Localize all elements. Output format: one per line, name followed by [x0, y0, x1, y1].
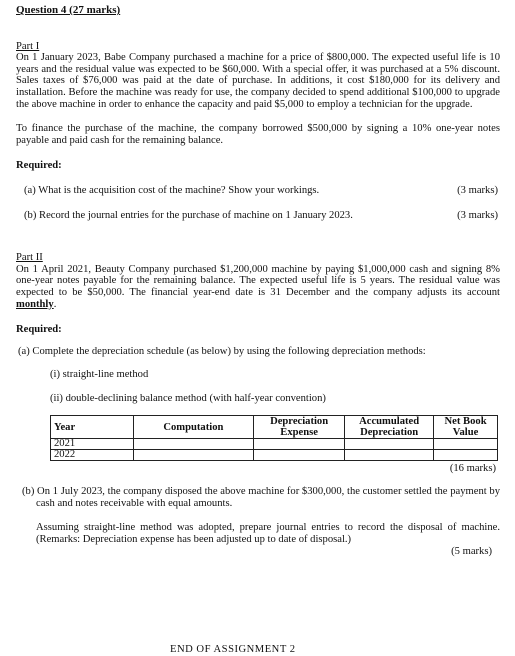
part1-question-a-text: (a) What is the acquisition cost of the machine? Show your workings. — [24, 184, 320, 196]
part2-heading: Part II — [16, 252, 43, 264]
header-depreciation-expense: Depreciation Expense — [254, 416, 345, 439]
monthly-emphasis: monthly — [16, 298, 54, 310]
end-of-assignment-footer: END OF ASSIGNMENT 2 — [170, 644, 296, 655]
depreciation-schedule-table — [50, 415, 498, 461]
part2-paragraph-1-end: . — [53, 298, 57, 310]
part1-required-label: Required: — [16, 160, 62, 172]
cell-accumulated-depreciation[interactable] — [345, 450, 434, 461]
table-header-row — [51, 416, 498, 439]
cell-depreciation-expense[interactable] — [254, 450, 345, 461]
header-year: Year — [51, 416, 134, 439]
table-row — [51, 439, 498, 450]
row-year: 2022 — [51, 450, 134, 461]
part2-question-a: (a) Complete the depreciation schedule (as below) by using the following depreciation methods: — [18, 345, 426, 357]
header-accumulated-depreciation: Accumulated Depreciation — [345, 416, 434, 439]
method-straight-line: (i) straight-line method — [50, 369, 149, 381]
cell-computation[interactable] — [133, 439, 253, 450]
part2-paragraph-1-start: On 1 April 2021, Beauty Company purchased $1,200,000 machine by paying $1,000,000 cash and signing 8% one-year notes payable for the remaining balance. The expected useful life is 5 years. The residual value was expected to be $50,000. The financial year-end date is 31 December and the company adjusts its account — [16, 263, 500, 298]
part2-question-b-marks: (5 marks) — [451, 546, 492, 558]
part2-required-label: Required: — [16, 324, 62, 336]
cell-accumulated-depreciation[interactable] — [345, 439, 434, 450]
question-title: Question 4 (27 marks) — [16, 4, 121, 16]
header-computation: Computation — [133, 416, 253, 439]
document-page — [16, 5, 500, 558]
part1-paragraph-1: On 1 January 2023, Babe Company purchased a machine for a price of $800,000. The expected useful life is 10 years and the residual value was expected to be $60,000. With a special offer, it was purchased at a 5% discount. Sales taxes of $76,000 was paid at the date of purchase. In additions, it cost $180,000 for its delivery and installation. Before the machine was ready for use, the company decided to spend additional $100,000 to upgrade the above machine in order to enhance the capacity and paid $5,000 to employ a technician for the upgrade. — [16, 52, 500, 110]
cell-net-book-value[interactable] — [434, 450, 498, 461]
part2-paragraph-1 — [16, 264, 500, 310]
part1-question-b — [24, 210, 500, 222]
part2-question-b: (b) On 1 July 2023, the company disposed the above machine for $300,000, the customer settled the payment by cash and notes receivable with equal amounts. — [22, 486, 500, 509]
cell-computation[interactable] — [133, 450, 253, 461]
part1-heading: Part I — [16, 40, 40, 52]
header-net-book-value: Net Book Value — [434, 416, 498, 439]
cell-net-book-value[interactable] — [434, 439, 498, 450]
part1-question-a-marks: (3 marks) — [457, 184, 498, 196]
cell-depreciation-expense[interactable] — [254, 439, 345, 450]
part1-question-a — [24, 185, 500, 197]
part2-question-a-marks: (16 marks) — [449, 463, 496, 475]
method-double-declining: (ii) double-declining balance method (with half-year convention) — [50, 392, 326, 404]
table-row — [51, 450, 498, 461]
row-year: 2021 — [51, 439, 134, 450]
part1-paragraph-2: To finance the purchase of the machine, the company borrowed $500,000 by signing a 10% one-year notes payable and paid cash for the remaining balance. — [16, 123, 500, 146]
part2-question-b-instructions: Assuming straight-line method was adopted, prepare journal entries to record the disposal of machine. (Remarks: Depreciation expense has been adjusted up to date of disposal.) — [36, 522, 500, 545]
part1-question-b-text: (b) Record the journal entries for the purchase of machine on 1 January 2023. — [24, 209, 353, 221]
part1-question-b-marks: (3 marks) — [457, 209, 498, 221]
